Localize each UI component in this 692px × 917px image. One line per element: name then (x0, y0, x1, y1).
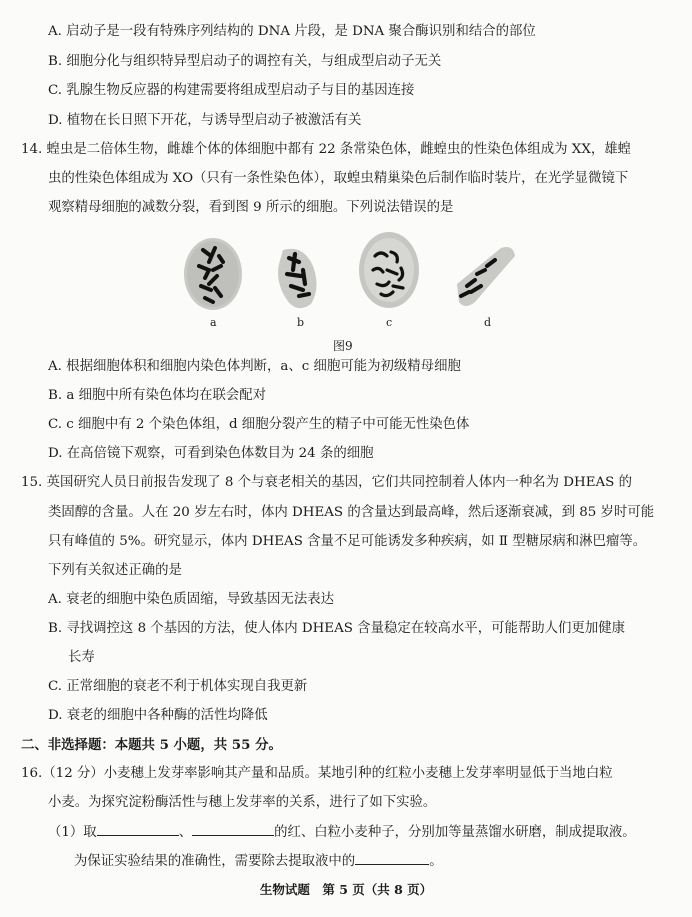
q15-option-b-cont: 长寿 (68, 650, 95, 665)
answer-blank-2[interactable] (192, 823, 274, 836)
q15-stem-line-4: 下列有关叙述正确的是 (48, 563, 182, 578)
q15-option-d: D. 衰老的细胞中各种酶的活性均降低 (48, 708, 268, 723)
q13-option-c: C. 乳腺生物反应器的构建需要将组成型启动子与目的基因连接 (48, 83, 415, 98)
q15-stem-line-2: 类固醇的含量。人在 20 岁左右时，体内 DHEAS 的含量达到最高峰，然后逐渐衰减，到 85 岁时可能 (48, 505, 655, 520)
q13-option-a: A. 启动子是一段有特殊序列结构的 DNA 片段，是 DNA 聚合酶识别和结合的部位 (48, 24, 536, 39)
q16-sub1-line2-suffix: 。 (429, 854, 443, 869)
q14-option-a: A. 根据细胞体积和细胞内染色体判断，a、c 细胞可能为初级精母细胞 (48, 359, 461, 374)
q14-stem-line-3: 观察精母细胞的减数分裂，看到图 9 所示的细胞。下列说法错误的是 (48, 200, 454, 215)
q16-stem-line-1: 16.（12 分）小麦穗上发芽率影响其产量和品质。某地引种的红粒小麦穗上发芽率明显低于当地白粒 (21, 766, 613, 781)
q15-stem-line-1: 15. 英国研究人员日前报告发现了 8 个与衰老相关的基因，它们共同控制着人体内一种名为 DHEAS 的 (21, 475, 632, 490)
q14-option-d: D. 在高倍镜下观察，可看到染色体数目为 24 条的细胞 (48, 446, 374, 461)
q16-sub1-line2-prefix: 为保证实验结果的准确性，需要除去提取液中的 (74, 854, 356, 869)
q15-stem-line-3: 只有峰值的 5%。研究显示，体内 DHEAS 含量不足可能诱发多种疾病，如 Ⅱ 型糖尿病和淋巴瘤等。 (48, 534, 647, 549)
q14-stem-line-2: 虫的性染色体组成为 XO（只有一条性染色体），取蝗虫精巢染色后制作临时装片，在光学显微镜下 (48, 171, 629, 186)
cell-c-image (359, 232, 419, 308)
q15-option-a: A. 衰老的细胞中染色质固缩，导致基因无法表达 (48, 592, 334, 607)
figure-label-a: a (210, 316, 217, 329)
answer-blank-1[interactable] (97, 823, 179, 836)
section-2-heading: 二、非选择题：本题共 5 小题，共 55 分。 (21, 737, 282, 753)
q14-option-c: C. c 细胞中有 2 个染色体组，d 细胞分裂产生的精子中可能无性染色体 (48, 417, 470, 432)
cell-a-image (184, 238, 242, 310)
q15-option-c: C. 正常细胞的衰老不利于机体实现自我更新 (48, 679, 308, 694)
q13-option-d: D. 植物在长日照下开花，与诱导型启动子被激活有关 (48, 113, 362, 128)
page-footer: 生物试题 第 5 页（共 8 页） (259, 882, 433, 897)
q16-sub1-mid: 、 (178, 825, 193, 840)
q15-option-b: B. 寻找调控这 8 个基因的方法，使人体内 DHEAS 含量稳定在较高水平，可能帮助人们更加健康 (48, 621, 625, 636)
q16-sub1-line-1 (48, 823, 636, 842)
figure-label-d: d (484, 316, 492, 329)
cell-d-image (457, 247, 515, 306)
q14-option-b: B. a 细胞中所有染色体均在联会配对 (48, 388, 267, 403)
cell-b-image (278, 249, 317, 308)
figure-9-cells (175, 226, 520, 330)
figure-caption: 图9 (333, 339, 353, 353)
cell-micrographs (175, 226, 520, 330)
q16-sub1-line-2 (74, 852, 443, 871)
q16-stem-line-2: 小麦。为探究淀粉酶活性与穗上发芽率的关系，进行了如下实验。 (48, 795, 437, 810)
q14-stem-line-1: 14. 蝗虫是二倍体生物，雌雄个体的体细胞中都有 22 条常染色体，雌蝗虫的性染色体组成为 XX，雄蝗 (21, 142, 632, 157)
figure-label-c: c (386, 316, 393, 329)
figure-label-b: b (297, 316, 305, 329)
q16-sub1-suffix: 的红、白粒小麦种子，分别加等量蒸馏水研磨，制成提取液。 (274, 825, 636, 840)
answer-blank-3[interactable] (355, 852, 429, 865)
q16-sub1-prefix: （1）取 (48, 825, 97, 840)
q13-option-b: B. 细胞分化与组织特异型启动子的调控有关，与组成型启动子无关 (48, 54, 442, 69)
